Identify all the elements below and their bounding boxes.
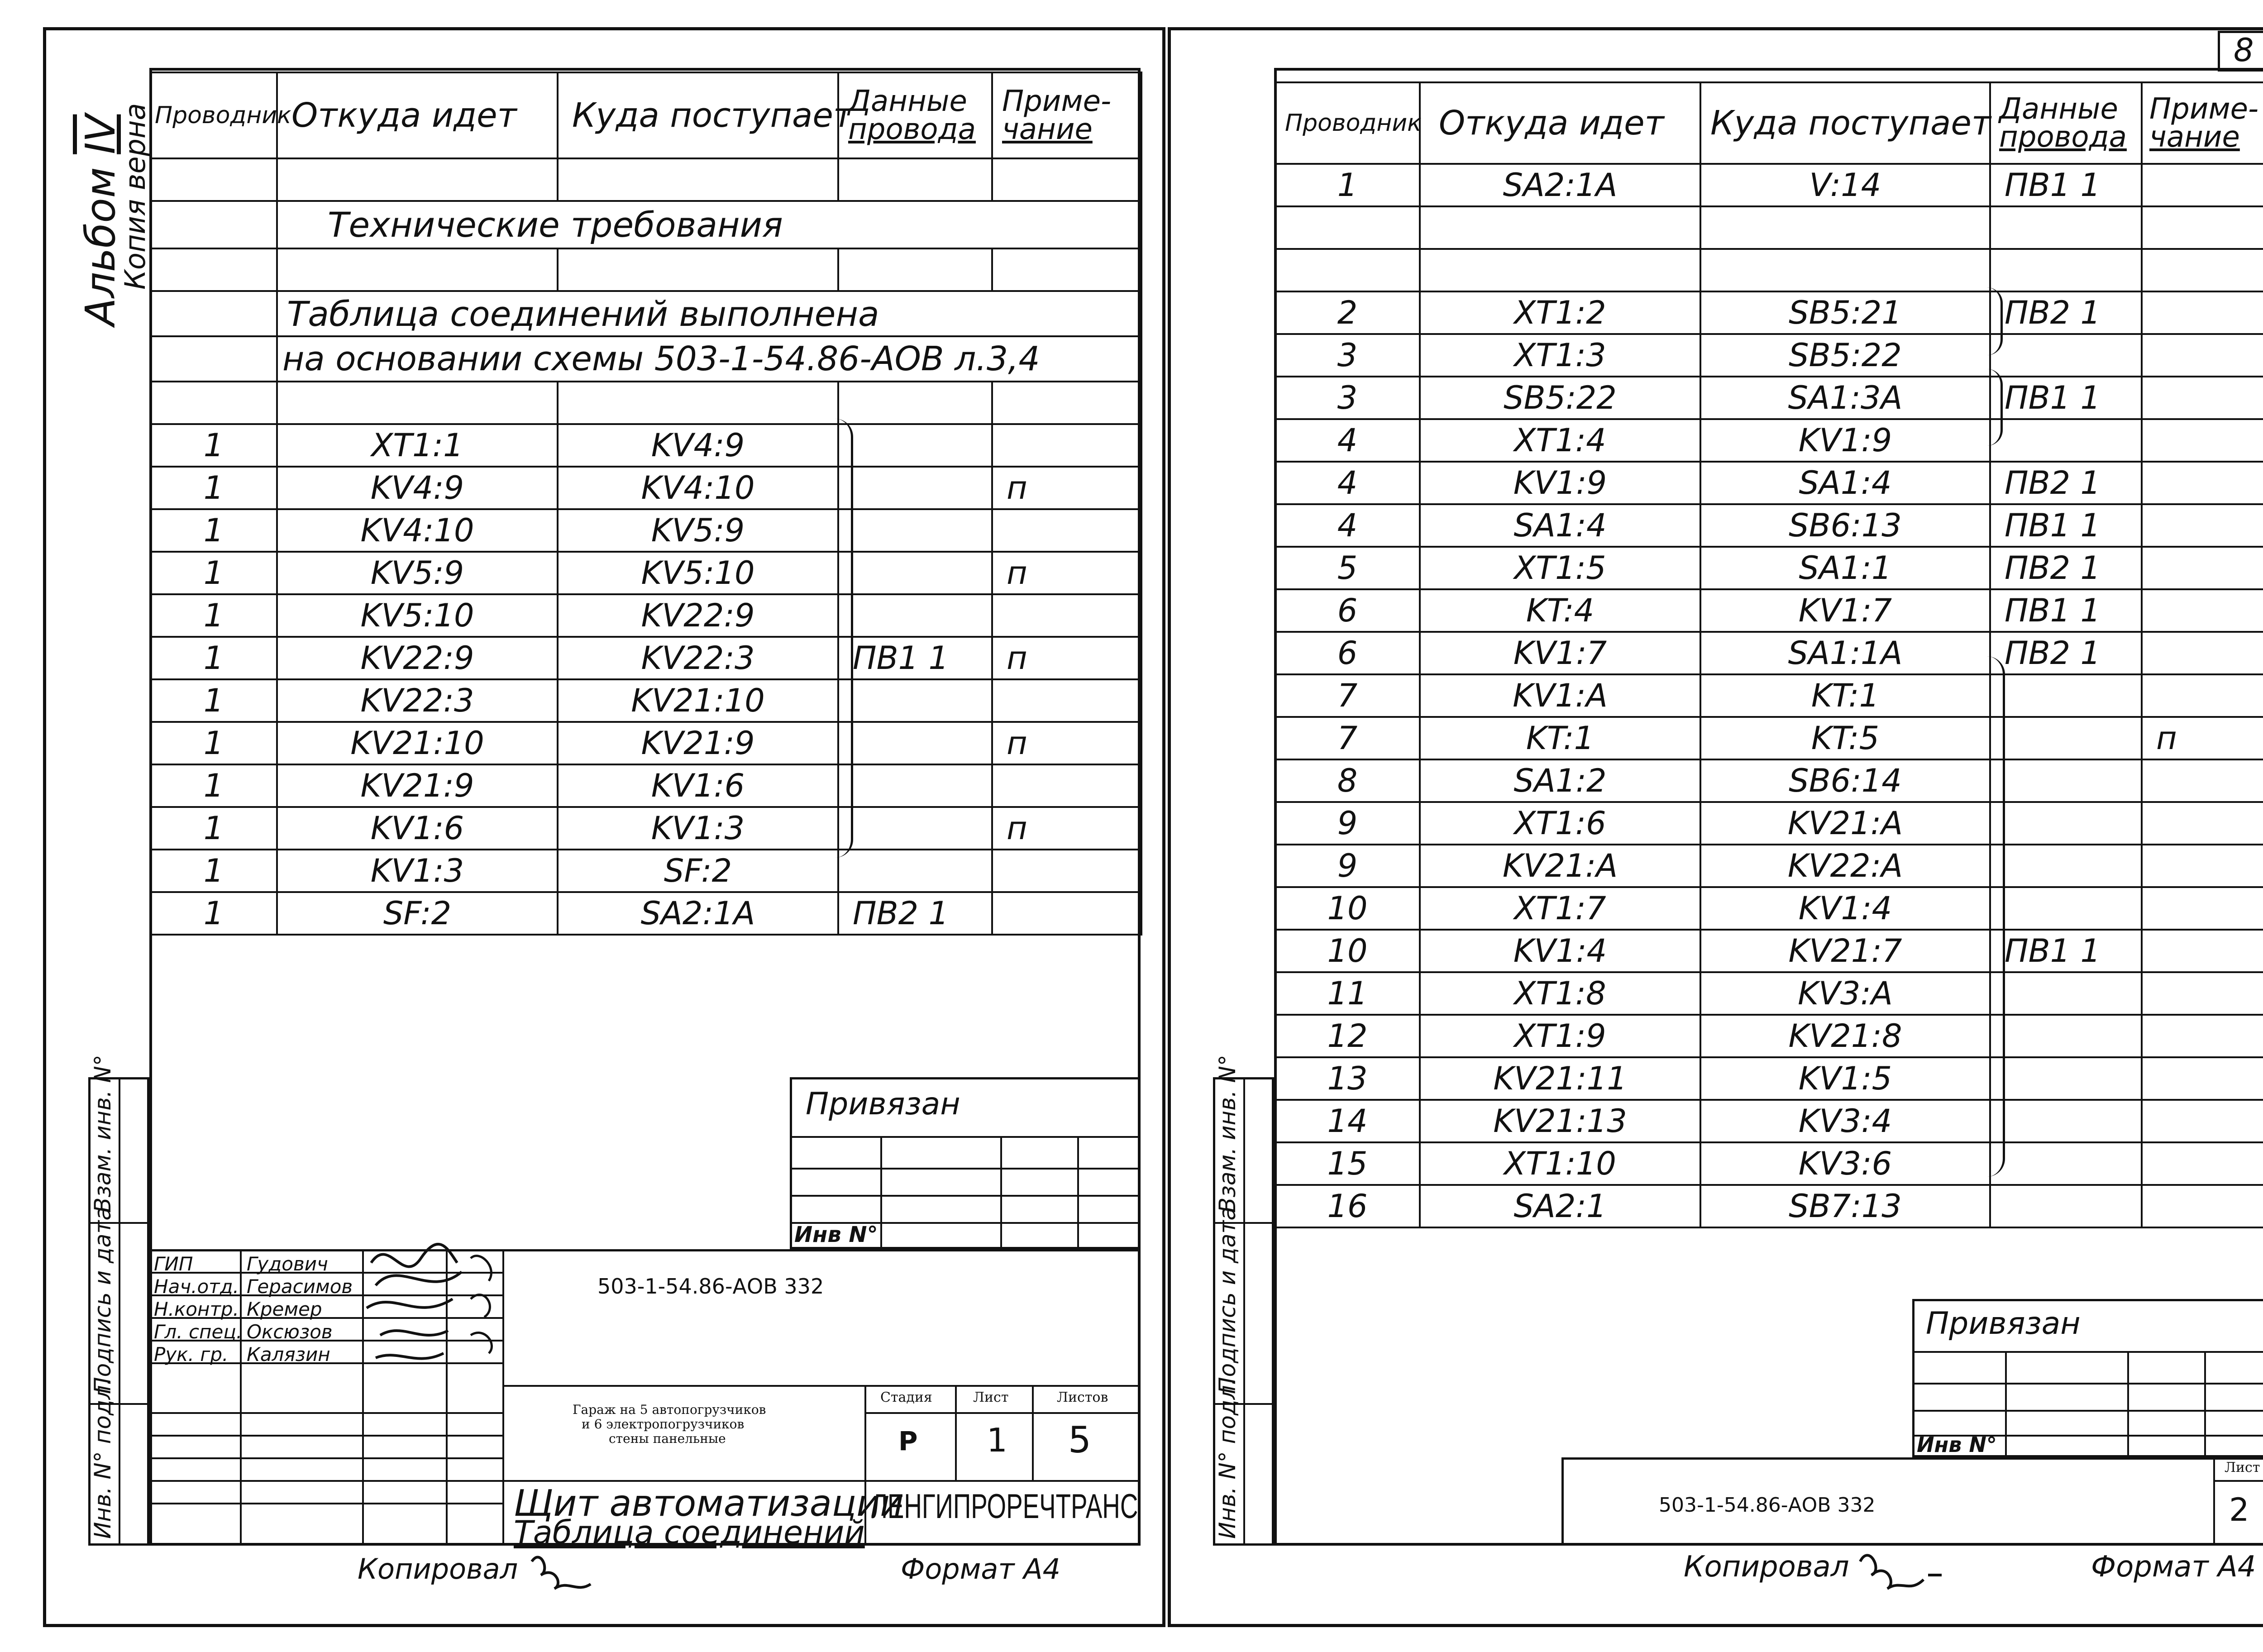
cell-from: KV5:9 — [277, 552, 558, 594]
cell-data — [1990, 249, 2142, 291]
table-row — [150, 594, 1141, 637]
table-row — [1275, 1100, 2263, 1142]
sheet-value: 1 — [987, 1421, 1007, 1459]
cell-from: XT1:4 — [1420, 419, 1700, 462]
cell-data — [1990, 1057, 2142, 1100]
table-row — [1275, 419, 2263, 462]
cell-from: KV4:9 — [277, 467, 558, 509]
table-row — [150, 807, 1141, 850]
organization-name: ЛЕНГИПРОРЕЧТРАНС — [871, 1487, 1138, 1526]
cell-data — [1990, 1015, 2142, 1057]
table-row — [1275, 845, 2263, 887]
table-row — [1275, 291, 2263, 334]
cell-to: KV5:10 — [558, 552, 838, 594]
right-copied-label: Копировал — [1684, 1550, 1849, 1584]
cell-data: ПВ2 1 — [1990, 291, 2142, 334]
title-block-role: Нач.отд. — [154, 1275, 239, 1298]
cell-note — [2142, 504, 2263, 547]
cell-note — [992, 424, 1141, 467]
cell-wire: 1 — [150, 807, 277, 850]
cell-note: п — [992, 467, 1141, 509]
cell-to: KV3:4 — [1700, 1100, 1990, 1142]
cell-note: п — [2142, 717, 2263, 759]
cell-from: KV22:9 — [277, 637, 558, 679]
cell-from: XT1:3 — [1420, 334, 1700, 377]
table-row — [150, 679, 1141, 722]
cell-data — [838, 424, 992, 467]
cell-note — [2142, 632, 2263, 674]
table-row — [1275, 589, 2263, 632]
drawing-title-2: Таблица соединений — [514, 1514, 865, 1551]
signature-scribbles — [362, 1231, 507, 1380]
cell-to: KT:5 — [1700, 717, 1990, 759]
cell-wire — [1275, 249, 1420, 291]
cell-from — [1420, 206, 1700, 249]
cell-data — [1990, 419, 2142, 462]
cell-wire: 11 — [1275, 972, 1420, 1015]
cell-wire: 8 — [1275, 759, 1420, 802]
cell-to: KV21:10 — [558, 679, 838, 722]
cell-to: KV22:9 — [558, 594, 838, 637]
cell-from: KT:1 — [1420, 717, 1700, 759]
cell-from: KV5:10 — [277, 594, 558, 637]
copy-note: Копия верна — [119, 103, 152, 290]
right-doc-code: 503-1-54.86-АОВ 332 — [1659, 1494, 1876, 1517]
table-row — [1275, 887, 2263, 930]
cell-data — [838, 722, 992, 764]
cell-to: KV1:4 — [1700, 887, 1990, 930]
table-row — [1275, 377, 2263, 419]
cell-data — [1990, 674, 2142, 717]
cell-data: ПВ2 1 — [838, 892, 992, 935]
right-sheet-number: 2 — [2229, 1491, 2249, 1528]
cell-wire: 4 — [1275, 419, 1420, 462]
project-line-3: стены панельные — [609, 1431, 726, 1446]
cell-from: KV21:11 — [1420, 1057, 1700, 1100]
sheets-value: 5 — [1068, 1419, 1091, 1461]
cell-data — [838, 552, 992, 594]
cell-from: XT1:8 — [1420, 972, 1700, 1015]
cell-data — [838, 850, 992, 892]
cell-note — [2142, 462, 2263, 504]
cell-data — [838, 594, 992, 637]
cell-note — [992, 679, 1141, 722]
table-row — [150, 467, 1141, 509]
right-brace-3 — [1987, 656, 2005, 1177]
cell-data: ПВ1 1 — [1990, 377, 2142, 419]
cell-data — [1990, 717, 2142, 759]
cell-wire: 1 — [150, 637, 277, 679]
cell-to: KV5:9 — [558, 509, 838, 552]
cell-wire: 12 — [1275, 1015, 1420, 1057]
right-sheet-label: Лист — [2225, 1460, 2260, 1475]
cell-wire: 5 — [1275, 547, 1420, 589]
cell-data: ПВ1 1 — [1990, 504, 2142, 547]
page-number: 8 — [2234, 32, 2254, 69]
cell-data — [1990, 206, 2142, 249]
table-row — [150, 892, 1141, 935]
left-copied-label: Копировал — [358, 1552, 518, 1585]
album-stamp: Альбом IV — [77, 114, 124, 326]
cell-note — [2142, 1057, 2263, 1100]
right-copied-signature — [1856, 1543, 1946, 1598]
table-row — [1275, 802, 2263, 845]
cell-to: SA1:1A — [1700, 632, 1990, 674]
table-row — [150, 552, 1141, 594]
cell-wire: 10 — [1275, 887, 1420, 930]
cell-to: KV3:6 — [1700, 1142, 1990, 1185]
cell-note — [2142, 802, 2263, 845]
left-connection-table — [149, 72, 1142, 936]
cell-from: KV1:3 — [277, 850, 558, 892]
cell-to: KV1:3 — [558, 807, 838, 850]
cell-to: KV21:A — [1700, 802, 1990, 845]
cell-from — [1420, 249, 1700, 291]
cell-data — [838, 679, 992, 722]
table-row — [1275, 632, 2263, 674]
stage-header: Стадия — [880, 1389, 932, 1405]
cell-wire: 4 — [1275, 504, 1420, 547]
cell-from: KV21:10 — [277, 722, 558, 764]
col-header-wire-data: Данные провода — [1990, 82, 2142, 164]
col-header-note: Приме- чание — [2142, 82, 2263, 164]
cell-to: SA2:1A — [558, 892, 838, 935]
cell-note — [992, 594, 1141, 637]
cell-note — [2142, 589, 2263, 632]
cell-from: KV1:6 — [277, 807, 558, 850]
right-connection-table — [1274, 81, 2263, 1228]
cell-to: KV21:8 — [1700, 1015, 1990, 1057]
cell-data: ПВ1 1 — [838, 637, 992, 679]
table-row — [1275, 1057, 2263, 1100]
cell-from: KV22:3 — [277, 679, 558, 722]
cell-note: п — [992, 807, 1141, 850]
cell-to: KV22:3 — [558, 637, 838, 679]
cell-from: SF:2 — [277, 892, 558, 935]
cell-data — [838, 764, 992, 807]
cell-note — [2142, 334, 2263, 377]
cell-data — [1990, 1142, 2142, 1185]
cell-to: SA1:1 — [1700, 547, 1990, 589]
right-inv-podl-label: Инв. N° подл. — [1214, 1378, 1241, 1539]
cell-wire: 6 — [1275, 589, 1420, 632]
cell-from: SA2:1A — [1420, 164, 1700, 206]
left-data-brace — [835, 419, 853, 858]
cell-wire: 15 — [1275, 1142, 1420, 1185]
cell-note — [2142, 164, 2263, 206]
table-row — [1275, 249, 2263, 291]
cell-to: KT:1 — [1700, 674, 1990, 717]
cell-data — [1990, 759, 2142, 802]
cell-wire: 1 — [150, 892, 277, 935]
sheets-header: Листов — [1057, 1389, 1108, 1405]
cell-note — [992, 892, 1141, 935]
table-row — [1275, 930, 2263, 972]
cell-to — [1700, 206, 1990, 249]
cell-to: KV4:10 — [558, 467, 838, 509]
cell-data — [1990, 1100, 2142, 1142]
stage-value: Р — [898, 1426, 918, 1456]
cell-from: SB5:22 — [1420, 377, 1700, 419]
cell-from: XT1:6 — [1420, 802, 1700, 845]
cell-data — [1990, 334, 2142, 377]
cell-wire: 1 — [150, 722, 277, 764]
cell-wire: 4 — [1275, 462, 1420, 504]
cell-wire: 1 — [150, 594, 277, 637]
note-line-2: на основании схемы 503-1-54.86-АОВ л.3,4 — [277, 336, 1141, 382]
cell-from: KV1:7 — [1420, 632, 1700, 674]
cell-from: KV1:A — [1420, 674, 1700, 717]
title-block-name: Кремер — [247, 1298, 322, 1320]
right-podpis-label: Подпись и дата — [1214, 1206, 1241, 1394]
cell-from: XT1:10 — [1420, 1142, 1700, 1185]
cell-from: KV1:9 — [1420, 462, 1700, 504]
cell-data — [1990, 845, 2142, 887]
table-row — [150, 722, 1141, 764]
cell-note — [2142, 1100, 2263, 1142]
left-doc-code: 503-1-54.86-АОВ 332 — [597, 1274, 824, 1299]
tech-heading: Технические требования — [277, 201, 1141, 248]
cell-to: KV1:6 — [558, 764, 838, 807]
cell-data — [838, 509, 992, 552]
left-copied-signature — [527, 1548, 595, 1598]
cell-note — [992, 850, 1141, 892]
title-block-role: ГИП — [154, 1253, 193, 1275]
project-line-1: Гараж на 5 автопогрузчиков — [573, 1402, 766, 1417]
title-block-name: Калязин — [247, 1343, 330, 1366]
cell-to: SB5:21 — [1700, 291, 1990, 334]
cell-from: XT1:9 — [1420, 1015, 1700, 1057]
col-header-to: Куда поступает — [1700, 82, 1990, 164]
cell-wire — [1275, 206, 1420, 249]
table-row — [1275, 164, 2263, 206]
cell-to: SA1:3A — [1700, 377, 1990, 419]
cell-from: XT1:5 — [1420, 547, 1700, 589]
cell-to: SB6:13 — [1700, 504, 1990, 547]
cell-data — [1990, 1185, 2142, 1227]
table-row — [1275, 504, 2263, 547]
cell-wire: 3 — [1275, 377, 1420, 419]
table-row — [1275, 759, 2263, 802]
cell-note — [2142, 249, 2263, 291]
cell-to: KV22:A — [1700, 845, 1990, 887]
cell-data: ПВ2 1 — [1990, 462, 2142, 504]
table-row — [1275, 462, 2263, 504]
col-header-from: Откуда идет — [277, 72, 558, 158]
cell-note — [2142, 759, 2263, 802]
cell-from: KV21:9 — [277, 764, 558, 807]
cell-note — [2142, 419, 2263, 462]
note-line-1: Таблица соединений выполнена — [277, 291, 1141, 336]
drawing-title-1: Щит автоматизации — [514, 1482, 904, 1524]
table-row — [1275, 334, 2263, 377]
cell-note — [2142, 547, 2263, 589]
cell-from: XT1:2 — [1420, 291, 1700, 334]
left-inv-no-label: Инв N° — [794, 1222, 878, 1247]
table-row — [150, 764, 1141, 807]
right-inv-no-label: Инв N° — [1917, 1432, 1997, 1457]
cell-from: SA1:2 — [1420, 759, 1700, 802]
col-header-wire-data: Данные провода — [838, 72, 992, 158]
cell-wire: 10 — [1275, 930, 1420, 972]
cell-data: ПВ2 1 — [1990, 632, 2142, 674]
right-brace-1 — [1987, 287, 2003, 355]
cell-note: п — [992, 722, 1141, 764]
project-line-2: и 6 электропогрузчиков — [582, 1417, 745, 1432]
right-format-label: Формат А4 — [2091, 1550, 2256, 1584]
cell-note — [992, 509, 1141, 552]
cell-note: п — [992, 552, 1141, 594]
cell-wire: 14 — [1275, 1100, 1420, 1142]
cell-to: KV4:9 — [558, 424, 838, 467]
cell-note: п — [992, 637, 1141, 679]
cell-data — [838, 467, 992, 509]
cell-wire: 3 — [1275, 334, 1420, 377]
cell-wire: 1 — [150, 467, 277, 509]
title-block-role: Рук. гр. — [154, 1343, 229, 1366]
cell-wire: 1 — [150, 424, 277, 467]
table-row — [150, 424, 1141, 467]
cell-data: ПВ1 1 — [1990, 930, 2142, 972]
cell-note — [2142, 845, 2263, 887]
cell-from: XT1:1 — [277, 424, 558, 467]
table-row — [1275, 717, 2263, 759]
cell-note — [2142, 674, 2263, 717]
cell-wire: 1 — [150, 679, 277, 722]
cell-wire: 16 — [1275, 1185, 1420, 1227]
cell-data: ПВ1 1 — [1990, 589, 2142, 632]
table-row — [150, 850, 1141, 892]
sheet-header: Лист — [973, 1389, 1009, 1405]
left-vzam-label: Взам. инв. N° — [90, 1055, 116, 1213]
cell-note — [2142, 377, 2263, 419]
cell-to: KV21:9 — [558, 722, 838, 764]
cell-data — [838, 807, 992, 850]
cell-from: KV4:10 — [277, 509, 558, 552]
cell-to: SB6:14 — [1700, 759, 1990, 802]
cell-note — [2142, 930, 2263, 972]
cell-wire: 1 — [150, 552, 277, 594]
cell-wire: 1 — [150, 850, 277, 892]
cell-wire: 9 — [1275, 845, 1420, 887]
left-privyazan-label: Привязан — [806, 1086, 960, 1122]
cell-wire: 13 — [1275, 1057, 1420, 1100]
table-row — [1275, 1142, 2263, 1185]
col-header-wire: Проводник — [150, 72, 277, 158]
cell-wire: 1 — [150, 509, 277, 552]
cell-to: SA1:4 — [1700, 462, 1990, 504]
cell-to: KV3:A — [1700, 972, 1990, 1015]
table-row — [1275, 972, 2263, 1015]
cell-to — [1700, 249, 1990, 291]
col-header-from: Откуда идет — [1420, 82, 1700, 164]
cell-wire: 1 — [150, 764, 277, 807]
right-brace-2 — [1987, 369, 2003, 446]
cell-note — [2142, 206, 2263, 249]
cell-wire: 1 — [1275, 164, 1420, 206]
cell-data — [1990, 802, 2142, 845]
cell-from: XT1:7 — [1420, 887, 1700, 930]
cell-to: SB7:13 — [1700, 1185, 1990, 1227]
cell-from: SA2:1 — [1420, 1185, 1700, 1227]
col-header-wire: Проводник — [1275, 82, 1420, 164]
table-row — [1275, 206, 2263, 249]
cell-note — [2142, 1142, 2263, 1185]
cell-note — [2142, 1015, 2263, 1057]
col-header-note: Приме- чание — [992, 72, 1141, 158]
left-format-label: Формат А4 — [901, 1552, 1061, 1585]
col-header-to: Куда поступает — [558, 72, 838, 158]
cell-data: ПВ2 1 — [1990, 547, 2142, 589]
title-block-role: Гл. спец. — [154, 1321, 243, 1343]
left-podpis-label: Подпись и дата — [90, 1206, 116, 1394]
cell-from: SA1:4 — [1420, 504, 1700, 547]
cell-wire: 7 — [1275, 717, 1420, 759]
table-row — [1275, 1185, 2263, 1227]
cell-to: SB5:22 — [1700, 334, 1990, 377]
cell-from: KT:4 — [1420, 589, 1700, 632]
cell-to: KV1:5 — [1700, 1057, 1990, 1100]
cell-data: ПВ1 1 — [1990, 164, 2142, 206]
cell-to: KV21:7 — [1700, 930, 1990, 972]
title-block-name: Гудович — [247, 1253, 328, 1275]
cell-from: KV21:A — [1420, 845, 1700, 887]
title-block-name: Оксюзов — [247, 1321, 333, 1343]
cell-note — [992, 764, 1141, 807]
cell-wire: 9 — [1275, 802, 1420, 845]
cell-wire: 2 — [1275, 291, 1420, 334]
table-row — [1275, 547, 2263, 589]
table-row — [150, 637, 1141, 679]
cell-to: KV1:9 — [1700, 419, 1990, 462]
cell-to: KV1:7 — [1700, 589, 1990, 632]
table-row — [1275, 1015, 2263, 1057]
table-row — [150, 509, 1141, 552]
table-row — [1275, 674, 2263, 717]
title-block-name: Герасимов — [247, 1275, 353, 1298]
cell-wire: 7 — [1275, 674, 1420, 717]
title-block-role: Н.контр. — [154, 1298, 239, 1320]
left-inv-podl-label: Инв. N° подл. — [90, 1378, 116, 1539]
cell-to: SF:2 — [558, 850, 838, 892]
cell-note — [2142, 887, 2263, 930]
cell-to: V:14 — [1700, 164, 1990, 206]
right-privyazan-label: Привязан — [1926, 1306, 2081, 1342]
cell-data — [1990, 972, 2142, 1015]
cell-wire: 6 — [1275, 632, 1420, 674]
right-vzam-label: Взам. инв. N° — [1214, 1055, 1241, 1213]
cell-from: KV1:4 — [1420, 930, 1700, 972]
cell-note — [2142, 291, 2263, 334]
cell-note — [2142, 972, 2263, 1015]
cell-note — [2142, 1185, 2263, 1227]
cell-from: KV21:13 — [1420, 1100, 1700, 1142]
cell-data — [1990, 887, 2142, 930]
